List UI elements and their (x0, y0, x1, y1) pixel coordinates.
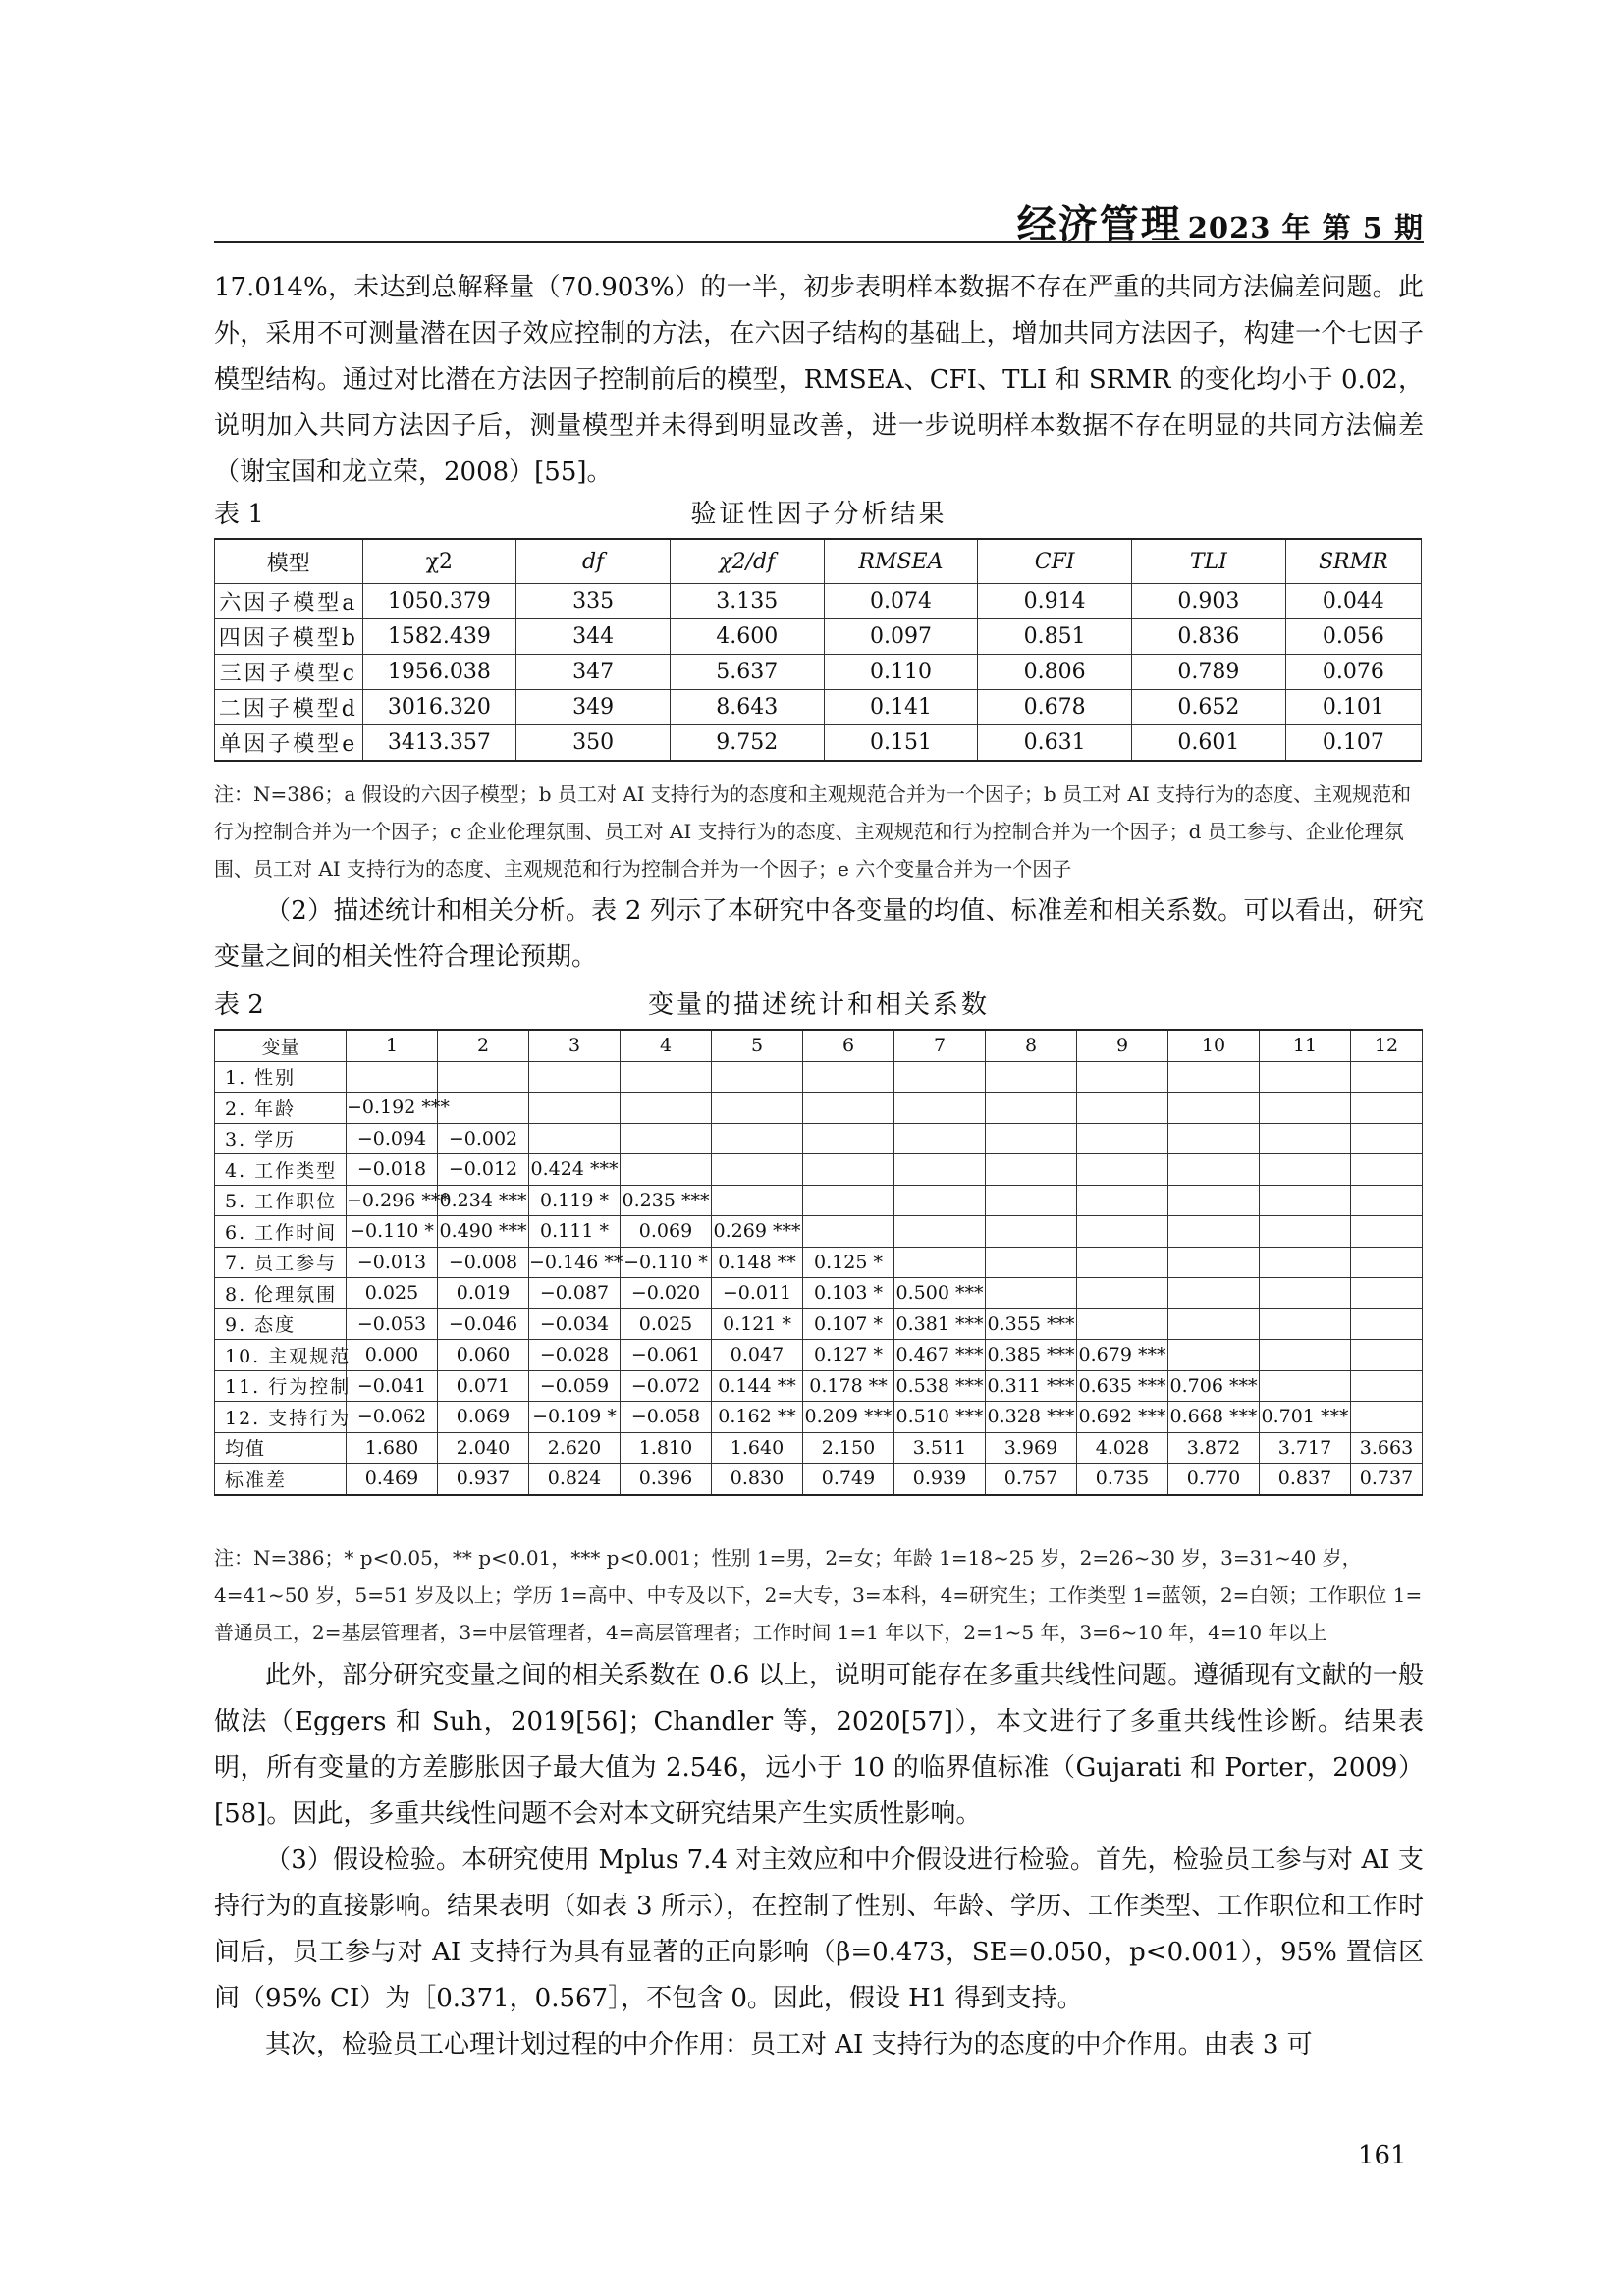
table1-header-row (215, 539, 1422, 584)
table-cell: 1.680 (347, 1432, 438, 1464)
table-cell: −0.002 (438, 1123, 529, 1154)
paragraph-2: （2）描述统计和相关分析。表 2 列示了本研究中各变量的均值、标准差和相关系数。可以看出，研究变量之间的相关性符合理论预期。 (214, 896, 1424, 972)
table2-header: 2 (438, 1030, 529, 1061)
table-cell: 0.500 *** (894, 1278, 986, 1309)
table2-header: 7 (894, 1030, 986, 1061)
table-cell: 0.101 (1285, 690, 1421, 725)
header-rule (214, 241, 1424, 243)
table2-header: 5 (712, 1030, 803, 1061)
table-cell: 0.396 (621, 1464, 712, 1495)
table-cell (894, 1093, 986, 1124)
table-cell: 349 (516, 690, 671, 725)
table-cell: 0.385 *** (986, 1340, 1077, 1371)
table-cell: 0.903 (1131, 584, 1285, 619)
table-row (215, 1154, 1423, 1186)
table2-header: 9 (1077, 1030, 1168, 1061)
table-cell (712, 1093, 803, 1124)
table-cell (986, 1247, 1077, 1278)
model-name-cell: 四因子模型b (215, 619, 363, 655)
table-cell: 1050.379 (362, 584, 516, 619)
table1-header: χ2 (362, 539, 516, 584)
table2-header: 4 (621, 1030, 712, 1061)
table-cell: 0.141 (824, 690, 978, 725)
table-cell (1260, 1278, 1351, 1309)
table1-title: 验证性因子分析结果 (690, 500, 947, 529)
table-cell (1351, 1185, 1423, 1216)
table-cell: 0.692 *** (1077, 1402, 1168, 1433)
table-cell (1260, 1185, 1351, 1216)
table-cell: −0.012 (438, 1154, 529, 1186)
table-row (215, 1308, 1423, 1340)
table-cell: 0.127 * (803, 1340, 894, 1371)
table-cell: 0.056 (1285, 619, 1421, 655)
table-cell: 0.467 *** (894, 1340, 986, 1371)
table-cell: −0.087 (529, 1278, 621, 1309)
table-cell: 0.025 (347, 1278, 438, 1309)
model-name-cell: 单因子模型e (215, 725, 363, 762)
table-cell: 0.631 (978, 725, 1132, 762)
table-cell: −0.046 (438, 1308, 529, 1340)
table-cell: 0.836 (1131, 619, 1285, 655)
table-cell: −0.058 (621, 1402, 712, 1433)
table-row (215, 1185, 1423, 1216)
table-cell: 0.939 (894, 1464, 986, 1495)
table-row (215, 690, 1422, 725)
table-cell: −0.018 (347, 1154, 438, 1186)
variable-name-cell: 标准差 (215, 1464, 347, 1495)
table-cell: 0.424 *** (529, 1154, 621, 1186)
table-cell: 1.810 (621, 1432, 712, 1464)
table1-header: TLI (1131, 539, 1285, 584)
table-cell (438, 1093, 529, 1124)
table-cell: 0.311 *** (986, 1370, 1077, 1402)
table-cell: 0.019 (438, 1278, 529, 1309)
table-cell: 0.151 (824, 725, 978, 762)
table1-label: 表 1 (214, 500, 264, 529)
table-cell (347, 1061, 438, 1093)
table-cell: −0.008 (438, 1247, 529, 1278)
table-cell: 0.148 ** (712, 1247, 803, 1278)
table-cell: −0.041 (347, 1370, 438, 1402)
table-cell (986, 1185, 1077, 1216)
table-cell: 3016.320 (362, 690, 516, 725)
variable-name-cell: 均值 (215, 1432, 347, 1464)
table-cell: 0.601 (1131, 725, 1285, 762)
table-cell: −0.034 (529, 1308, 621, 1340)
table-cell (621, 1093, 712, 1124)
table-cell: 0.069 (438, 1402, 529, 1433)
table-cell (803, 1185, 894, 1216)
table-cell (986, 1061, 1077, 1093)
table-cell: 0.000 (347, 1340, 438, 1371)
table-cell: −0.072 (621, 1370, 712, 1402)
table-cell (1351, 1061, 1423, 1093)
table-cell (986, 1123, 1077, 1154)
table-cell (1260, 1370, 1351, 1402)
table-cell: 4.600 (670, 619, 824, 655)
table2-header-row (215, 1030, 1423, 1061)
table-cell (894, 1185, 986, 1216)
table-row (215, 1061, 1423, 1093)
table-cell: 2.150 (803, 1432, 894, 1464)
table-cell: 5.637 (670, 655, 824, 690)
table-cell: 0.737 (1351, 1464, 1423, 1495)
table-cell: 2.040 (438, 1432, 529, 1464)
table-cell: 4.028 (1077, 1432, 1168, 1464)
table-cell (1351, 1308, 1423, 1340)
table1 (214, 538, 1422, 762)
table-cell (894, 1247, 986, 1278)
table-cell: 0.355 *** (986, 1308, 1077, 1340)
table2-header: 1 (347, 1030, 438, 1061)
table-cell: 0.749 (803, 1464, 894, 1495)
table-cell: 0.074 (824, 584, 978, 619)
table1-caption (214, 494, 1424, 529)
table-cell (712, 1185, 803, 1216)
table2-label: 表 2 (214, 990, 264, 1020)
journal-title: 经济管理 (1016, 201, 1182, 247)
table-row (215, 1432, 1423, 1464)
variable-name-cell: 6. 工作时间 (215, 1216, 347, 1248)
table-cell: 0.668 *** (1168, 1402, 1260, 1433)
table-cell (1351, 1278, 1423, 1309)
table-row (215, 1402, 1423, 1433)
model-name-cell: 二因子模型d (215, 690, 363, 725)
table-cell (1260, 1123, 1351, 1154)
table-cell (1260, 1061, 1351, 1093)
table-cell (803, 1061, 894, 1093)
table-cell: 0.735 (1077, 1464, 1168, 1495)
table-cell: 3.663 (1351, 1432, 1423, 1464)
variable-name-cell: 11. 行为控制 (215, 1370, 347, 1402)
table-cell (1351, 1093, 1423, 1124)
table-cell (1351, 1370, 1423, 1402)
variable-name-cell: 12. 支持行为 (215, 1402, 347, 1433)
table-row (215, 655, 1422, 690)
paragraph-3: 此外，部分研究变量之间的相关系数在 0.6 以上，说明可能存在多重共线性问题。遵循现有文献的一般做法（Eggers 和 Suh，2019[56]；Chandler 等，2020[57]），本文进行了多重共线性诊断。结果表明，所有变量的方差膨胀因子最大值为 2.546，远小于 10 的临界值标准（Gujarati 和 Porter，2009）[58]。因此，多重共线性问题不会对本文研究结果产生实质性影响。 (214, 1661, 1424, 1829)
table-cell: −0.062 (347, 1402, 438, 1433)
table-cell: 0.679 *** (1077, 1340, 1168, 1371)
table-cell (1168, 1185, 1260, 1216)
table-cell: 0.706 *** (1168, 1370, 1260, 1402)
table-cell: 3.872 (1168, 1432, 1260, 1464)
table-cell: 0.060 (438, 1340, 529, 1371)
table-cell: 3413.357 (362, 725, 516, 762)
table-cell (1168, 1247, 1260, 1278)
variable-name-cell: 10. 主观规范 (215, 1340, 347, 1371)
table-row (215, 619, 1422, 655)
table-cell (1168, 1340, 1260, 1371)
table-cell (986, 1278, 1077, 1309)
table-cell (1351, 1402, 1423, 1433)
variable-name-cell: 5. 工作职位 (215, 1185, 347, 1216)
table2-header: 变量 (215, 1030, 347, 1061)
table-cell: 0.044 (1285, 584, 1421, 619)
table-cell (1077, 1061, 1168, 1093)
table-cell: −0.028 (529, 1340, 621, 1371)
table1-header: RMSEA (824, 539, 978, 584)
table-row (215, 1370, 1423, 1402)
table-cell (1077, 1154, 1168, 1186)
variable-name-cell: 7. 员工参与 (215, 1247, 347, 1278)
table-cell (1168, 1308, 1260, 1340)
table-cell (894, 1216, 986, 1248)
table-cell: 1956.038 (362, 655, 516, 690)
table-row (215, 1093, 1423, 1124)
table-row (215, 1464, 1423, 1495)
table-cell: 0.144 ** (712, 1370, 803, 1402)
table-cell (1077, 1093, 1168, 1124)
table-cell (894, 1154, 986, 1186)
table-cell (1168, 1154, 1260, 1186)
table-cell (529, 1123, 621, 1154)
table2-caption (214, 985, 1424, 1020)
table-cell (986, 1154, 1077, 1186)
table-cell: −0.094 (347, 1123, 438, 1154)
table-cell: 0.635 *** (1077, 1370, 1168, 1402)
journal-issue: 2023 年 第 5 期 (1187, 211, 1424, 244)
table-cell: 0.678 (978, 690, 1132, 725)
table-cell: −0.146 ** (529, 1247, 621, 1278)
table-cell: 0.110 (824, 655, 978, 690)
table-cell (621, 1061, 712, 1093)
table2-header: 11 (1260, 1030, 1351, 1061)
table-cell: 3.717 (1260, 1432, 1351, 1464)
table-cell: 0.119 * (529, 1185, 621, 1216)
table-cell (712, 1061, 803, 1093)
table-cell: 0.025 (621, 1308, 712, 1340)
table1-header: df (516, 539, 671, 584)
table-cell (1260, 1340, 1351, 1371)
table-cell (1077, 1185, 1168, 1216)
table2-title: 变量的描述统计和相关系数 (647, 990, 990, 1020)
table-cell (1077, 1123, 1168, 1154)
variable-name-cell: 3. 学历 (215, 1123, 347, 1154)
table-row (215, 1123, 1423, 1154)
page-number: 161 (1358, 2141, 1407, 2170)
variable-name-cell: 1. 性别 (215, 1061, 347, 1093)
table-cell: 3.135 (670, 584, 824, 619)
table-cell: 350 (516, 725, 671, 762)
table-cell (986, 1216, 1077, 1248)
table-cell: 0.701 *** (1260, 1402, 1351, 1433)
table-cell (529, 1093, 621, 1124)
table-cell (1077, 1216, 1168, 1248)
table-cell: 1.640 (712, 1432, 803, 1464)
model-name-cell: 三因子模型c (215, 655, 363, 690)
table-cell (1168, 1123, 1260, 1154)
table-cell: −0.110 * (347, 1216, 438, 1248)
table2-header: 3 (529, 1030, 621, 1061)
table-row (215, 725, 1422, 762)
table1-header: 模型 (215, 539, 363, 584)
table2-header: 12 (1351, 1030, 1423, 1061)
table-cell: −0.110 * (621, 1247, 712, 1278)
variable-name-cell: 2. 年龄 (215, 1093, 347, 1124)
table-cell: 0.209 *** (803, 1402, 894, 1433)
table-cell (1168, 1278, 1260, 1309)
table-cell: 0.234 *** (438, 1185, 529, 1216)
table-cell: 0.837 (1260, 1464, 1351, 1495)
table-cell: 0.269 *** (712, 1216, 803, 1248)
table1-header: CFI (978, 539, 1132, 584)
table-cell (803, 1093, 894, 1124)
table-cell (1260, 1093, 1351, 1124)
table-cell (1077, 1278, 1168, 1309)
variable-name-cell: 8. 伦理氛围 (215, 1278, 347, 1309)
paragraph-4: （3）假设检验。本研究使用 Mplus 7.4 对主效应和中介假设进行检验。首先，检验员工参与对 AI 支持行为的直接影响。结果表明（如表 3 所示），在控制了性别、年龄、学历、工作类型、工作职位和工作时间后，员工参与对 AI 支持行为具有显著的正向影响（β=0.473，SE=0.050，p<0.001），95% 置信区间（95% CI）为［0.371，0.567］，不包含 0。因此，假设 H1 得到支持。 (214, 1845, 1424, 2013)
table-cell: −0.192 *** (347, 1093, 438, 1124)
table-row (215, 1340, 1423, 1371)
table2 (214, 1029, 1423, 1496)
table-cell: 3.969 (986, 1432, 1077, 1464)
table-cell (1168, 1093, 1260, 1124)
table-cell: 8.643 (670, 690, 824, 725)
table-cell: −0.109 * (529, 1402, 621, 1433)
table-cell: −0.053 (347, 1308, 438, 1340)
table-cell: 0.830 (712, 1464, 803, 1495)
table-row (215, 1216, 1423, 1248)
paragraph-5: 其次，检验员工心理计划过程的中介作用：员工对 AI 支持行为的态度的中介作用。由表 3 可 (265, 2030, 1313, 2059)
table2-header: 10 (1168, 1030, 1260, 1061)
table2-header: 6 (803, 1030, 894, 1061)
table-cell (438, 1061, 529, 1093)
table-cell (1260, 1247, 1351, 1278)
table-cell (712, 1123, 803, 1154)
table-cell: 1582.439 (362, 619, 516, 655)
table-cell: 0.510 *** (894, 1402, 986, 1433)
table-cell (803, 1123, 894, 1154)
table-cell (1260, 1154, 1351, 1186)
table-cell: −0.059 (529, 1370, 621, 1402)
table-cell: 0.328 *** (986, 1402, 1077, 1433)
paragraph-1: 17.014%，未达到总解释量（70.903%）的一半，初步表明样本数据不存在严重的共同方法偏差问题。此外，采用不可测量潜在因子效应控制的方法，在六因子结构的基础上，增加共同方法因子，构建一个七因子模型结构。通过对比潜在方法因子控制前后的模型，RMSEA、CFI、TLI 和 SRMR 的变化均小于 0.02，说明加入共同方法因子后，测量模型并未得到明显改善，进一步说明样本数据不存在明显的共同方法偏差（谢宝国和龙立荣，2008）[55]。 (214, 273, 1424, 487)
table-cell (621, 1123, 712, 1154)
table-cell: −0.020 (621, 1278, 712, 1309)
table-cell (894, 1123, 986, 1154)
table-cell: 0.538 *** (894, 1370, 986, 1402)
table-cell: 0.757 (986, 1464, 1077, 1495)
table-cell (1351, 1123, 1423, 1154)
table-cell: −0.061 (621, 1340, 712, 1371)
table-cell: 9.752 (670, 725, 824, 762)
table-cell: 0.490 *** (438, 1216, 529, 1248)
table-cell: −0.013 (347, 1247, 438, 1278)
table-cell (894, 1061, 986, 1093)
table-cell: 0.770 (1168, 1464, 1260, 1495)
table-cell: 0.107 (1285, 725, 1421, 762)
table-cell: 0.469 (347, 1464, 438, 1495)
table-cell: 0.824 (529, 1464, 621, 1495)
table-cell: 0.789 (1131, 655, 1285, 690)
table-cell: 0.937 (438, 1464, 529, 1495)
table-cell: 0.162 ** (712, 1402, 803, 1433)
table-cell: 335 (516, 584, 671, 619)
table1-header: χ2/df (670, 539, 824, 584)
table-cell (803, 1154, 894, 1186)
table-cell: 0.103 * (803, 1278, 894, 1309)
table1-note: 注：N=386；a 假设的六因子模型；b 员工对 AI 支持行为的态度和主观规范合并为一个因子；b 员工对 AI 支持行为的态度、主观规范和行为控制合并为一个因子；c 企业伦理氛围、员工对 AI 支持行为的态度、主观规范和行为控制合并为一个因子；d 员工参与、企业伦理氛围、员工对 AI 支持行为的态度、主观规范和行为控制合并为一个因子；e 六个变量合并为一个因子 (214, 782, 1412, 881)
variable-name-cell: 4. 工作类型 (215, 1154, 347, 1186)
table-cell: 0.107 * (803, 1308, 894, 1340)
table-cell: 0.652 (1131, 690, 1285, 725)
table-row (215, 1278, 1423, 1309)
table-cell: −0.296 *** (347, 1185, 438, 1216)
table-cell (1351, 1154, 1423, 1186)
table-row (215, 1247, 1423, 1278)
table-cell: 347 (516, 655, 671, 690)
table-cell: 0.121 * (712, 1308, 803, 1340)
table-cell: 0.071 (438, 1370, 529, 1402)
table-cell (986, 1093, 1077, 1124)
table-cell (1077, 1247, 1168, 1278)
table-cell (1351, 1216, 1423, 1248)
table-cell (803, 1216, 894, 1248)
table-cell (1168, 1216, 1260, 1248)
table-cell: 3.511 (894, 1432, 986, 1464)
table-cell: 0.097 (824, 619, 978, 655)
table-cell (529, 1061, 621, 1093)
table-cell: 0.914 (978, 584, 1132, 619)
table-cell: 2.620 (529, 1432, 621, 1464)
table2-header: 8 (986, 1030, 1077, 1061)
table-cell (1168, 1061, 1260, 1093)
variable-name-cell: 9. 态度 (215, 1308, 347, 1340)
table-cell: 0.069 (621, 1216, 712, 1248)
table-cell: 0.851 (978, 619, 1132, 655)
table-cell: −0.011 (712, 1278, 803, 1309)
table-cell (1351, 1340, 1423, 1371)
table-cell (1077, 1308, 1168, 1340)
table-cell: 0.076 (1285, 655, 1421, 690)
table-cell (712, 1154, 803, 1186)
table-cell: 0.381 *** (894, 1308, 986, 1340)
table1-header: SRMR (1285, 539, 1421, 584)
table-cell: 344 (516, 619, 671, 655)
table-cell (621, 1154, 712, 1186)
table-cell (1351, 1247, 1423, 1278)
table-row (215, 584, 1422, 619)
table-cell: 0.806 (978, 655, 1132, 690)
table-cell: 0.047 (712, 1340, 803, 1371)
table-cell: 0.111 * (529, 1216, 621, 1248)
table-cell (1260, 1216, 1351, 1248)
table-cell: 0.235 *** (621, 1185, 712, 1216)
table-cell: 0.178 ** (803, 1370, 894, 1402)
table-cell: 0.125 * (803, 1247, 894, 1278)
model-name-cell: 六因子模型a (215, 584, 363, 619)
table-cell (1260, 1308, 1351, 1340)
table2-note: 注：N=386；* p<0.05，** p<0.01，*** p<0.001；性别 1=男，2=女；年龄 1=18~25 岁，2=26~30 岁，3=31~40 岁，4=41~50 岁，5=51 岁及以上；学历 1=高中、中专及以下，2=大专，3=本科，4=研究生；工作类型 1=蓝领，2=白领；工作职位 1=普通员工，2=基层管理者，3=中层管理者，4=高层管理者；工作时间 1=1 年以下，2=1~5 年，3=6~10 年，4=10 年以上 (214, 1546, 1423, 1644)
